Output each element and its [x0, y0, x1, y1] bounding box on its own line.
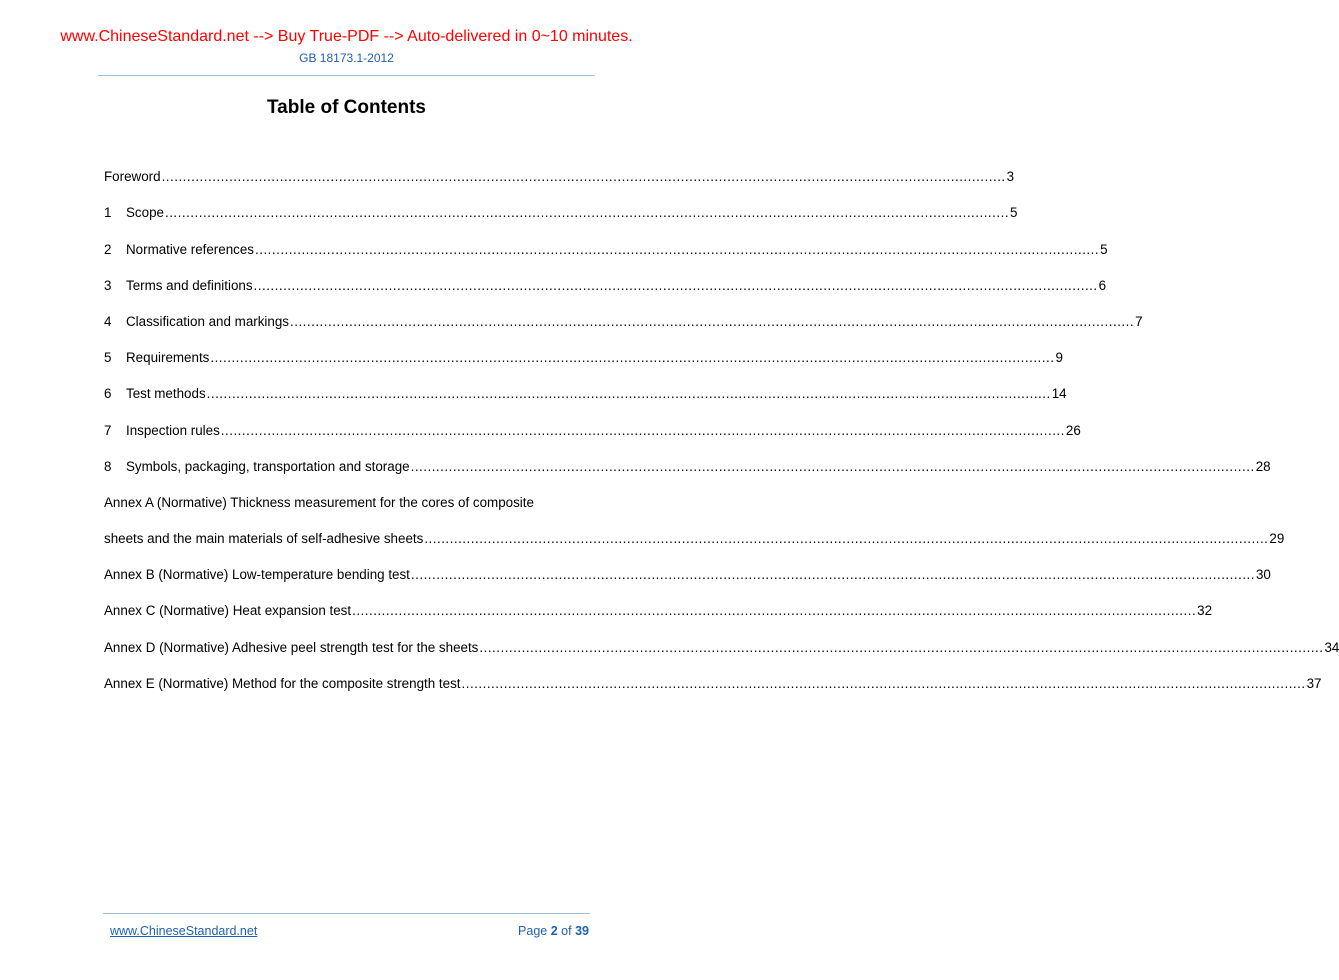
- toc-entry-annex-a-line2[interactable]: [104, 513, 1285, 549]
- toc-entry-page: 5: [1010, 205, 1018, 221]
- toc-entry-label: Normative references: [126, 241, 255, 257]
- toc-entry-scope[interactable]: [104, 187, 1018, 223]
- toc-entry-label: Symbols, packaging, transportation and storage: [126, 458, 410, 474]
- toc-entry-number: 1: [104, 205, 112, 221]
- page-prefix: Page: [518, 924, 548, 938]
- toc-entry-inspection-rules[interactable]: [104, 404, 1081, 440]
- toc-entry-number: 5: [104, 350, 112, 366]
- toc-entry-number: 6: [104, 386, 112, 402]
- toc-entry-page: 9: [1055, 350, 1063, 366]
- dot-leader: ........................................................................................................................................................................................................: [253, 277, 1098, 293]
- page-indicator: [518, 923, 589, 939]
- toc-entry-label: Annex B (Normative) Low-temperature bending test: [104, 567, 410, 583]
- toc-entry-label: Scope: [126, 205, 164, 221]
- toc-entry-foreword[interactable]: [104, 151, 1015, 187]
- toc-entry-page: 29: [1269, 531, 1285, 547]
- current-page-number: 2: [550, 924, 558, 938]
- toc-entry-label: Test methods: [126, 386, 206, 402]
- toc-entry-page: 28: [1255, 458, 1271, 474]
- toc-entry-label-continued: sheets and the main materials of self-adhesive sheets: [104, 531, 424, 547]
- toc-entry-number: 4: [104, 313, 112, 329]
- header-divider: [98, 75, 595, 76]
- toc-entry-number: 3: [104, 277, 112, 293]
- footer-divider: [103, 913, 590, 914]
- toc-entry-page: 34: [1324, 639, 1339, 655]
- toc-entry-label: Terms and definitions: [126, 277, 253, 293]
- toc-entry-label: Foreword: [104, 169, 161, 185]
- toc-entry-classification[interactable]: [104, 296, 1143, 332]
- table-of-contents: [104, 151, 1339, 694]
- dot-leader: ........................................................................................................................................................................................................: [206, 386, 1051, 402]
- toc-entry-label: Inspection rules: [126, 422, 220, 438]
- toc-entry-number: 7: [104, 422, 112, 438]
- dot-leader: ........................................................................................................................................................................................................: [210, 350, 1055, 366]
- toc-entry-page: 37: [1306, 675, 1322, 691]
- toc-entry-label: Classification and markings: [126, 313, 289, 329]
- toc-entry-label: Annex D (Normative) Adhesive peel strength test for the sheets: [104, 639, 479, 655]
- toc-entry-page: 5: [1100, 241, 1108, 257]
- toc-entry-annex-e[interactable]: [104, 658, 1322, 694]
- dot-leader: ........................................................................................................................................................................................................: [461, 675, 1306, 691]
- toc-entry-annex-a-line1[interactable]: [104, 477, 587, 513]
- dot-leader: ........................................................................................................................................................................................................: [410, 567, 1255, 583]
- toc-entry-terms-definitions[interactable]: [104, 260, 1107, 296]
- page-title: Table of Contents: [266, 97, 427, 118]
- toc-entry-symbols-packaging[interactable]: [104, 441, 1271, 477]
- toc-entry-requirements[interactable]: [104, 332, 1063, 368]
- dot-leader: ........................................................................................................................................................................................................: [164, 205, 1010, 221]
- dot-leader: ........................................................................................................................................................................................................: [479, 639, 1324, 655]
- page-of: of: [561, 924, 572, 938]
- dot-leader: ........................................................................................................................................................................................................: [161, 169, 1006, 185]
- toc-entry-page: 3: [1006, 169, 1015, 185]
- dot-leader: ........................................................................................................................................................................................................: [220, 422, 1065, 438]
- dot-leader: ........................................................................................................................................................................................................: [352, 603, 1197, 619]
- toc-entry-annex-d[interactable]: [104, 621, 1339, 657]
- purchase-banner[interactable]: www.ChineseStandard.net --> Buy True-PDF --> Auto-delivered in 0~10 minutes.: [60, 28, 633, 45]
- toc-entry-annex-c[interactable]: [104, 585, 1213, 621]
- toc-entry-page: 30: [1255, 567, 1271, 583]
- toc-entry-annex-b[interactable]: [104, 549, 1271, 585]
- toc-entry-normative-references[interactable]: [104, 223, 1108, 259]
- standard-code: GB 18173.1-2012: [299, 51, 394, 65]
- toc-entry-label: Annex E (Normative) Method for the composite strength test: [104, 675, 461, 691]
- total-pages: 39: [575, 924, 589, 938]
- toc-entry-page: 26: [1065, 422, 1081, 438]
- toc-entry-label: Annex A (Normative) Thickness measurement for the cores of composite: [104, 494, 534, 510]
- toc-entry-number: 8: [104, 458, 112, 474]
- toc-entry-page: 7: [1135, 313, 1143, 329]
- toc-entry-number: 2: [104, 241, 112, 257]
- dot-leader: ........................................................................................................................................................................................................: [410, 458, 1255, 474]
- toc-entry-page: 32: [1197, 603, 1213, 619]
- footer-site-link[interactable]: www.ChineseStandard.net: [110, 924, 258, 938]
- toc-entry-label: Annex C (Normative) Heat expansion test: [104, 603, 352, 619]
- toc-entry-page: 6: [1098, 277, 1107, 293]
- toc-entry-label: Requirements: [126, 350, 210, 366]
- toc-entry-page: 14: [1051, 386, 1067, 402]
- toc-entry-test-methods[interactable]: [104, 368, 1067, 404]
- dot-leader: ........................................................................................................................................................................................................: [255, 241, 1100, 257]
- dot-leader: ........................................................................................................................................................................................................: [290, 313, 1135, 329]
- dot-leader: ........................................................................................................................................................................................................: [424, 531, 1269, 547]
